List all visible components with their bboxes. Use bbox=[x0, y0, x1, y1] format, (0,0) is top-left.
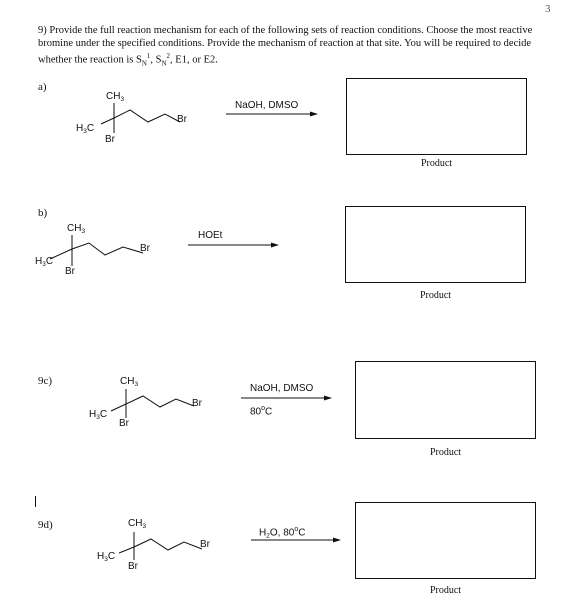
molecule-d-ch3: $CH_3$ bbox=[128, 518, 147, 530]
molecule-c-br-tertiary: Br bbox=[119, 418, 129, 429]
sn2-superscript: 2 bbox=[166, 52, 171, 60]
part-label-c: 9c) bbox=[38, 375, 53, 387]
molecule-d-br-primary: Br bbox=[200, 539, 210, 550]
molecule-c-h3c: $H_3C$ bbox=[89, 409, 108, 421]
product-label-c: Product bbox=[429, 447, 462, 458]
molecule-d-br-tertiary: Br bbox=[128, 561, 138, 572]
molecule-a-h3c: $H_3C$ bbox=[76, 123, 95, 135]
product-label-d: Product bbox=[429, 585, 462, 596]
part-label-b: b) bbox=[38, 207, 48, 219]
molecule-c-ch3: $CH_3$ bbox=[120, 376, 139, 388]
question-intro: 9) Provide the full reaction mechanism for each of the following sets of reaction conditions. Choose the most reactive bromine under the specified conditions. Provide the mechanism of reaction at that site. You will be required to decide whether the reaction is S bbox=[38, 25, 533, 66]
molecule-c-br-primary: Br bbox=[192, 398, 202, 409]
conditions-b: HOEt bbox=[198, 230, 223, 241]
temperature-c: 80$^o$C bbox=[250, 405, 273, 418]
question-tail: , E1, or E2. bbox=[170, 54, 218, 66]
molecule-b-ch3: $CH_3$ bbox=[67, 223, 86, 235]
sn1-superscript: 1 bbox=[146, 52, 151, 60]
product-label-a: Product bbox=[420, 158, 453, 169]
sn-subscript: N bbox=[141, 59, 147, 68]
molecule-a-ch3: $CH_3$ bbox=[106, 91, 125, 103]
part-label-d: 9d) bbox=[38, 519, 53, 531]
sn-subscript: N bbox=[161, 59, 167, 68]
molecule-b-br-primary: Br bbox=[140, 243, 150, 254]
conditions-d: $H_2O$, 80$^o$C bbox=[259, 526, 306, 540]
page-number: 3 bbox=[545, 3, 551, 15]
part-label-a: a) bbox=[38, 81, 47, 93]
molecule-a-br-primary: Br bbox=[177, 114, 187, 125]
molecule-a-br-tertiary: Br bbox=[105, 134, 115, 145]
question-separator: , S bbox=[150, 54, 162, 66]
conditions-c: NaOH, DMSO bbox=[250, 383, 314, 394]
product-box-d[interactable] bbox=[355, 502, 536, 579]
product-label-b: Product bbox=[419, 290, 452, 301]
molecule-d-h3c: $H_3C$ bbox=[97, 551, 116, 563]
molecule-b-h3c: $H_3C$ bbox=[35, 256, 54, 268]
conditions-a: NaOH, DMSO bbox=[235, 100, 299, 111]
molecule-b-br-tertiary: Br bbox=[65, 266, 75, 277]
